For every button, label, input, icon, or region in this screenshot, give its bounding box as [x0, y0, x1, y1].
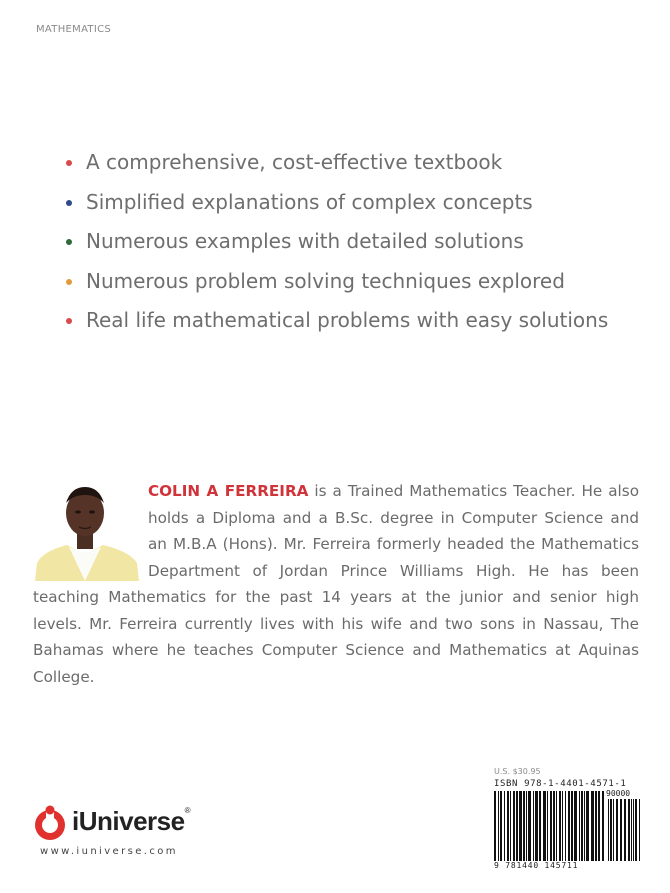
publisher-logo	[34, 804, 204, 842]
publisher-website: www.iuniverse.com	[40, 846, 178, 857]
feature-item	[64, 229, 608, 269]
feature-item	[64, 269, 608, 309]
author-bio-text: is a Trained Mathematics Teacher. He also holds a Diploma and a B.Sc. degree in Computer Science and an M.B.A (Hons). Mr. Ferreira formerly headed the Mathematics Department of Jordan Prince Williams High. He has been teaching Mathematics for the past 14 years at the junior and senior high levels. Mr. Ferreira currently lives with his wife and two sons in Nassau, The Bahamas where he teaches Computer Science and Mathematics at Aquinas College.	[33, 482, 639, 686]
feature-text: Numerous problem solving techniques explored	[86, 268, 565, 293]
bullet-icon	[66, 200, 72, 206]
author-name: COLIN A FERREIRA	[148, 482, 309, 500]
feature-item	[64, 190, 608, 230]
feature-text: Simplified explanations of complex concepts	[86, 189, 533, 214]
author-bio	[33, 478, 639, 690]
feature-item	[64, 150, 608, 190]
feature-text: Real life mathematical problems with easy solutions	[86, 308, 609, 332]
price-code: 90000	[606, 789, 631, 798]
bullet-icon	[66, 239, 72, 245]
price-label: U.S. $30.95	[494, 767, 541, 776]
bullet-icon	[66, 160, 72, 166]
feature-text: A comprehensive, cost-effective textbook	[86, 150, 503, 174]
feature-list	[64, 150, 608, 348]
barcode	[494, 779, 640, 871]
logo-text: iUniverse®	[72, 806, 190, 836]
feature-item	[64, 308, 608, 348]
iuniverse-logo-icon	[34, 804, 70, 842]
ean-digits: 9 781440 145711	[494, 861, 579, 870]
category-label: MATHEMATICS	[36, 24, 112, 35]
bullet-icon	[66, 279, 72, 285]
barcode-bars	[494, 779, 640, 871]
isbn-label: ISBN 978-1-4401-4571-1	[494, 779, 627, 789]
bullet-icon	[66, 318, 72, 324]
feature-text: Numerous examples with detailed solutions	[86, 229, 524, 253]
